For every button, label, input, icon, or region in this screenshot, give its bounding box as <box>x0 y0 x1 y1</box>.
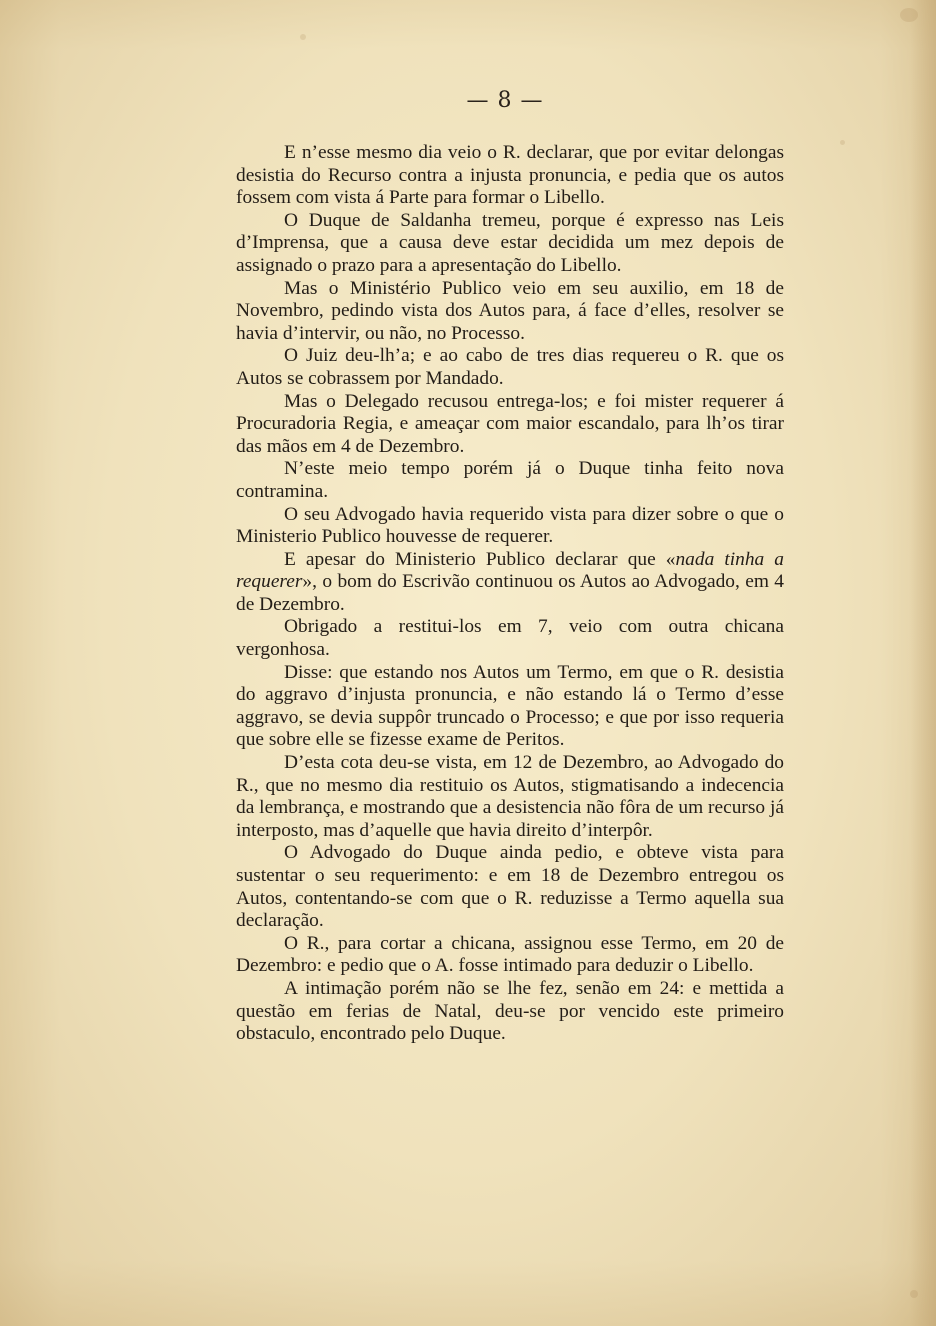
page-number: — 8 — <box>466 88 544 113</box>
paragraph: O Duque de Saldanha tremeu, porque é expresso nas Leis d’Imprensa, que a causa deve estar decidida um mez depois de assignado o prazo para a apresentação do Libello. <box>236 209 784 276</box>
paper-stain <box>840 140 845 145</box>
paragraph: O Advogado do Duque ainda pedio, e obteve vista para sustentar o seu requerimento: e em 18 de Dezembro entregou os Autos, contentando-se com que o R. reduzisse a Termo aquella sua declaração. <box>236 842 784 932</box>
paragraph: A intimação porém não se lhe fez, senão em 24: e mettida a questão em ferias de Natal, deu-se por vencido este primeiro obstaculo, encontrado pelo Duque. <box>236 977 784 1045</box>
paragraph: D’esta cota deu-se vista, em 12 de Dezembro, ao Advogado do R., que no mesmo dia restituio os Autos, stigmatisando a indecencia da lembrança, e mostrando que a desistencia não fôra de um recurso já interposto, mas d’aquelle que havia direito d’interpôr. <box>236 752 784 841</box>
paragraph: Mas o Delegado recusou entrega-los; e foi mister requerer á Procuradoria Regia, e ameaçar com maior escandalo, para lh’os tirar das mãos em 4 de Dezembro. <box>236 390 784 457</box>
paragraph: Mas o Ministério Publico veio em seu auxilio, em 18 de Novembro, pedindo vista dos Autos para, á face d’elles, resolver se havia d’intervir, ou não, no Processo. <box>236 277 784 344</box>
paragraph: Disse: que estando nos Autos um Termo, em que o R. desistia do aggravo d’injusta pronuncia, e não estando lá o Termo d’esse aggravo, se devia suppôr truncado o Processo; e que por isso requeria que sobre elle se fizesse exame de Peritos. <box>236 661 784 751</box>
paper-edge <box>910 0 936 1326</box>
paragraph-text: », o bom do Escrivão continuou os Autos ao Advogado, em 4 de Dezembro. <box>236 571 784 615</box>
paragraph <box>236 549 784 617</box>
paragraph: O Juiz deu-lh’a; e ao cabo de tres dias requereu o R. que os Autos se cobrassem por Mandado. <box>236 345 784 389</box>
quoted-italic-text: nada tinha a requerer <box>236 548 784 593</box>
paper-stain <box>300 34 306 40</box>
paragraph: O seu Advogado havia requerido vista para dizer sobre o que o Ministerio Publico houvesse de requerer. <box>236 503 784 548</box>
paragraph: Obrigado a restitui-los em 7, veio com outra chicana vergonhosa. <box>236 616 784 661</box>
body-text <box>236 142 784 1046</box>
paragraph: N’este meio tempo porém já o Duque tinha feito nova contramina. <box>236 458 784 502</box>
paragraph: E n’esse mesmo dia veio o R. declarar, que por evitar delongas desistia do Recurso contra a injusta pronuncia, e pedia que os autos fossem com vista á Parte para formar o Libello. <box>236 142 784 209</box>
paragraph: O R., para cortar a chicana, assignou esse Termo, em 20 de Dezembro: e pedio que o A. fosse intimado para deduzir o Libello. <box>236 932 784 977</box>
paragraph-text: E apesar do Ministerio Publico declarar que « <box>284 548 676 570</box>
